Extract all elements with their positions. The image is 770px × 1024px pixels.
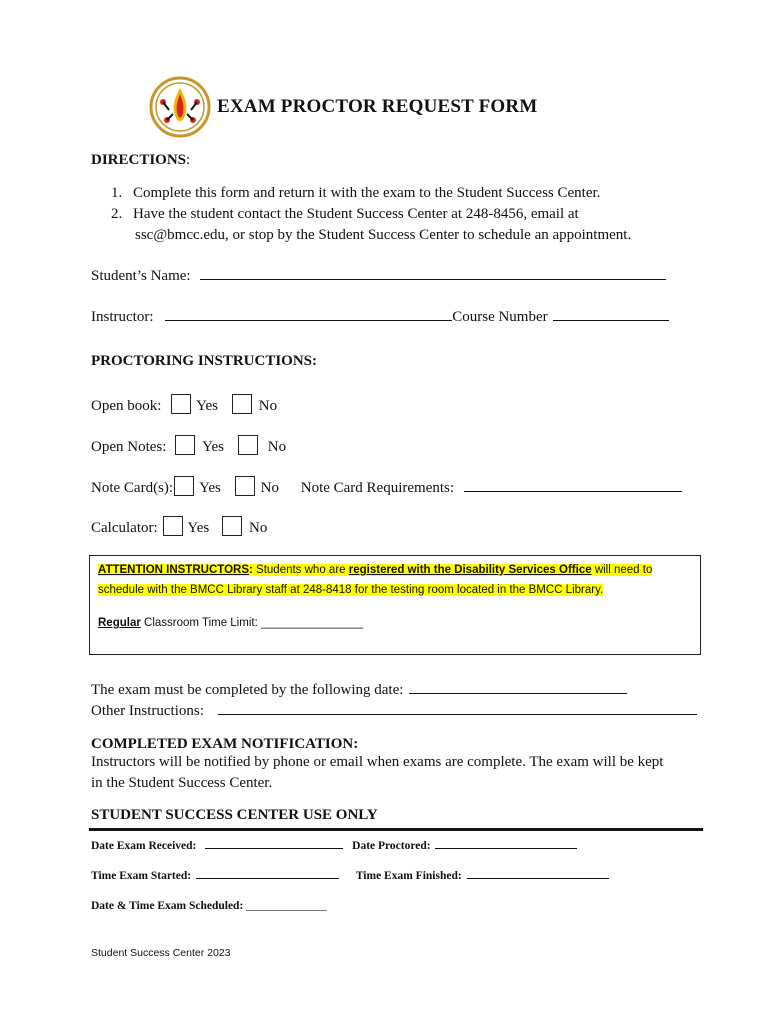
time-limit-text: Classroom Time Limit: ________________ [140, 617, 364, 629]
time-started-row [91, 870, 609, 882]
open-book-row [91, 394, 277, 415]
note-cards-label: Note Card(s): [91, 480, 174, 496]
yes-label: Yes [187, 520, 210, 536]
date-received-label: Date Exam Received: [91, 840, 197, 852]
directions-colon: : [186, 152, 191, 168]
time-finished-label: Time Exam Finished: [355, 870, 462, 882]
direction-item-2 [111, 206, 579, 223]
attention-colon: : [249, 564, 253, 576]
deadline-field[interactable] [409, 693, 627, 694]
time-started-field[interactable] [196, 878, 339, 879]
yes-label: Yes [202, 439, 224, 455]
other-instructions-row [91, 703, 697, 720]
page-title: EXAM PROCTOR REQUEST FORM [217, 96, 538, 117]
attention-label: ATTENTION INSTRUCTORS [98, 564, 249, 576]
no-label: No [248, 520, 268, 536]
date-proctored-field[interactable] [435, 848, 577, 849]
open-notes-row [91, 435, 286, 456]
no-label: No [258, 398, 278, 414]
note-cards-no-checkbox[interactable] [235, 476, 255, 496]
open-book-label: Open book: [91, 398, 162, 414]
date-time-scheduled-row [91, 900, 327, 912]
direction-text: Have the student contact the Student Success Center at 248-8456, email at [133, 206, 579, 222]
direction-item-1 [111, 185, 600, 202]
instructor-label: Instructor: [91, 309, 154, 325]
date-time-scheduled-blank[interactable]: ______________ [246, 900, 327, 912]
calculator-label: Calculator: [91, 520, 158, 536]
other-instructions-field[interactable] [218, 714, 697, 715]
date-received-field[interactable] [205, 848, 343, 849]
regular-label: Regular [98, 617, 141, 629]
attention-text-b: will need to [591, 564, 653, 576]
proctoring-heading: PROCTORING INSTRUCTIONS: [91, 353, 318, 369]
deadline-label: The exam must be completed by the following date: [91, 682, 404, 698]
other-instructions-label: Other Instructions: [91, 703, 204, 719]
date-time-scheduled-label: Date & Time Exam Scheduled: [91, 900, 244, 912]
ssc-use-heading: STUDENT SUCCESS CENTER USE ONLY [91, 807, 378, 823]
notification-line-1: Instructors will be notified by phone or email when exams are complete. The exam will be kept [91, 754, 664, 770]
student-name-label: Student’s Name: [91, 268, 191, 284]
open-notes-label: Open Notes: [91, 439, 167, 455]
student-name-field[interactable] [200, 279, 666, 280]
disability-office-text: registered with the Disability Services Office [348, 564, 592, 576]
direction-number: 2. [111, 206, 123, 222]
open-notes-no-checkbox[interactable] [238, 435, 258, 455]
yes-label: Yes [199, 480, 221, 496]
direction-text: Complete this form and return it with the exam to the Student Success Center. [133, 185, 601, 201]
yes-label: Yes [196, 398, 218, 414]
notification-heading: COMPLETED EXAM NOTIFICATION: [91, 736, 359, 752]
footer-text: Student Success Center 2023 [91, 947, 231, 959]
note-cards-row [91, 476, 682, 497]
logo-emblem-icon [149, 76, 211, 138]
attention-line-2-text: schedule with the BMCC Library staff at 248-8418 for the testing room located in the BMCC Library. [98, 584, 604, 596]
no-label: No [260, 480, 279, 496]
directions-heading-label: DIRECTIONS [91, 152, 187, 168]
course-number-label: Course Number [452, 309, 548, 325]
attention-box [89, 555, 701, 655]
calculator-yes-checkbox[interactable] [163, 516, 183, 536]
attention-text-a: Students who are [252, 564, 349, 576]
date-received-row [91, 840, 577, 852]
note-card-requirements-field[interactable] [464, 491, 682, 492]
calculator-no-checkbox[interactable] [222, 516, 242, 536]
direction-item-2-cont: ssc@bmcc.edu, or stop by the Student Success Center to schedule an appointment. [135, 227, 632, 243]
attention-line-1 [98, 564, 652, 576]
student-name-row [91, 268, 666, 285]
open-book-yes-checkbox[interactable] [171, 394, 191, 414]
open-book-no-checkbox[interactable] [232, 394, 252, 414]
note-card-requirements-label: Note Card Requirements: [300, 480, 455, 496]
time-started-label: Time Exam Started: [91, 870, 192, 882]
no-label: No [267, 439, 287, 455]
ssc-divider [89, 828, 703, 831]
instructor-field[interactable] [165, 320, 452, 321]
instructor-row [91, 309, 669, 326]
time-limit-line [98, 617, 363, 629]
calculator-row [91, 516, 267, 537]
open-notes-yes-checkbox[interactable] [175, 435, 195, 455]
deadline-row [91, 682, 627, 699]
course-number-field[interactable] [553, 320, 669, 321]
note-cards-yes-checkbox[interactable] [174, 476, 194, 496]
attention-line-2 [98, 584, 603, 596]
directions-heading [91, 152, 190, 169]
date-proctored-label: Date Proctored: [352, 840, 431, 852]
time-finished-field[interactable] [467, 878, 609, 879]
direction-number: 1. [111, 185, 123, 201]
notification-line-2: in the Student Success Center. [91, 775, 273, 791]
bmcc-logo [149, 76, 211, 138]
